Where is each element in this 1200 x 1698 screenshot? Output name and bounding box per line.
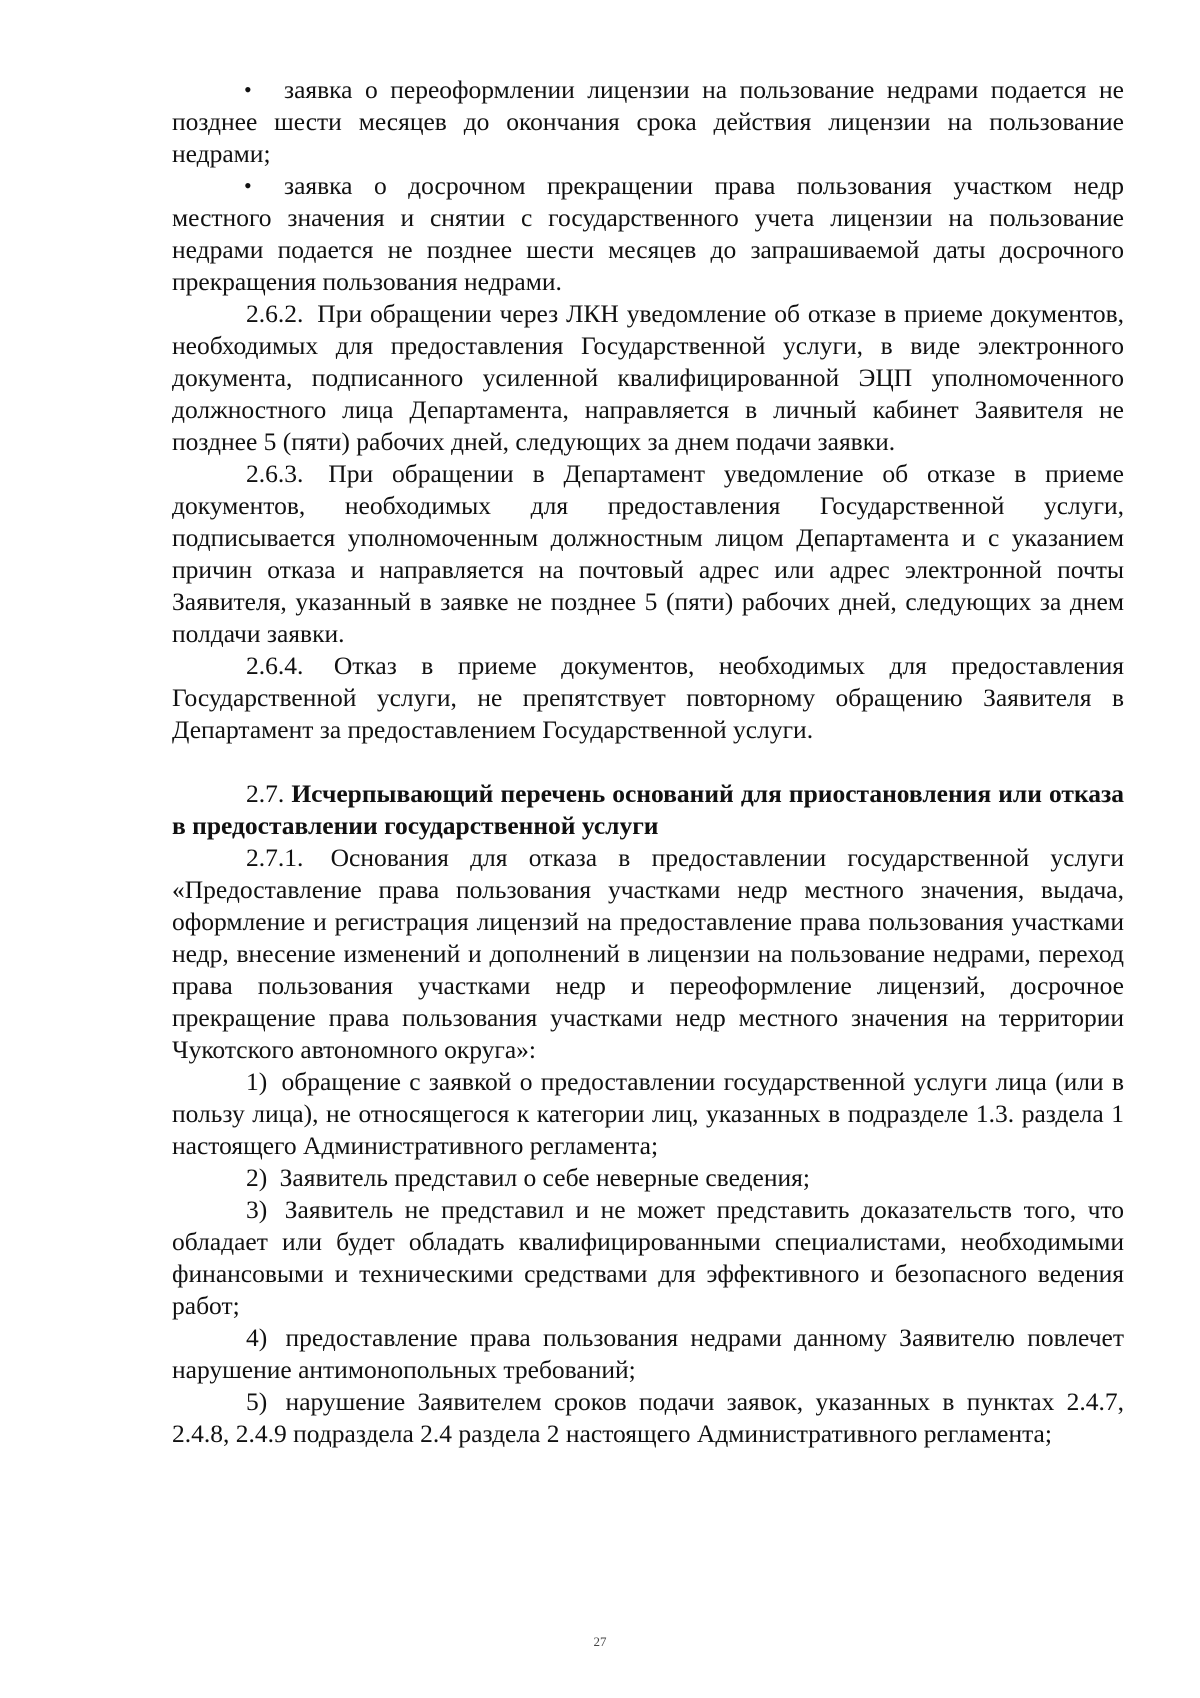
item-number: 2)	[246, 1163, 268, 1192]
clause-number: 2.6.4.	[246, 651, 304, 680]
paragraph-2-7-1	[172, 842, 1124, 1066]
list-item-4	[172, 1322, 1124, 1386]
list-item-1	[172, 1066, 1124, 1162]
item-number: 1)	[246, 1067, 268, 1096]
item-text: Заявитель не представил и не может представить доказательств того, что обладает или будет обладать квалифицированными специалистами, необходимыми финансовыми и техническими средствами для эффективного и безопасного ведения работ;	[172, 1195, 1125, 1320]
item-number: 5)	[246, 1387, 268, 1416]
item-text: обращение с заявкой о предоставлении государственной услуги лица (или в пользу лица), не относящегося к категории лиц, указанных в подразделе 1.3. раздела 1 настоящего Административного регламента;	[172, 1067, 1124, 1160]
item-text: предоставление права пользования недрами данному Заявителю повлечет нарушение антимонопольных требований;	[172, 1323, 1124, 1384]
page-body	[172, 74, 1124, 1450]
section-heading-2-7	[172, 778, 1124, 842]
bullet-text: заявка о досрочном прекращении права пользования участком недр местного значения и снятии с государственного учета лицензии на пользование недрами подается не позднее шести месяцев до запрашиваемой даты досрочного прекращения пользования недрами.	[172, 171, 1124, 296]
clause-text: Основания для отказа в предоставлении государственной услуги «Предоставление права пользования участками недр местного значения, выдача, оформление и регистрация лицензий на предоставление права пользования участками недр, внесение изменений и дополнений в лицензии на пользование недрами, переход права пользования участками недр и переоформление лицензий, досрочное прекращение права пользования участками недр местного значения на территории Чукотского автономного округа»:	[172, 843, 1124, 1064]
clause-text: При обращении через ЛКН уведомление об отказе в приеме документов, необходимых для предоставления Государственной услуги, в виде электронного документа, подписанного усиленной квалифицированной ЭЦП уполномоченного должностного лица Департамента, направляется в личный кабинет Заявителя не позднее 5 (пяти) рабочих дней, следующих за днем подачи заявки.	[172, 299, 1124, 456]
clause-text: При обращении в Департамент уведомление об отказе в приеме документов, необходимых для предоставления Государственной услуги, подписывается уполномоченным должностным лицом Департамента и с указанием причин отказа и направляется на почтовый адрес или адрес электронной почты Заявителя, указанный в заявке не позднее 5 (пяти) рабочих дней, следующих за днем полдачи заявки.	[172, 459, 1124, 648]
bullet-item	[172, 74, 1124, 170]
clause-number: 2.6.2.	[246, 299, 304, 328]
item-text: Заявитель представил о себе неверные сведения;	[279, 1163, 810, 1192]
clause-number: 2.6.3.	[246, 459, 304, 488]
paragraph-2-6-2	[172, 298, 1124, 458]
bullet-icon: •	[244, 173, 252, 198]
item-number: 4)	[246, 1323, 268, 1352]
bullet-icon: •	[244, 77, 252, 102]
item-number: 3)	[246, 1195, 268, 1224]
list-item-3	[172, 1194, 1124, 1322]
paragraph-2-6-4	[172, 650, 1124, 746]
clause-text: Отказ в приеме документов, необходимых для предоставления Государственной услуги, не препятствует повторному обращению Заявителя в Департамент за предоставлением Государственной услуги.	[172, 651, 1124, 744]
item-text: нарушение Заявителем сроков подачи заявок, указанных в пунктах 2.4.7, 2.4.8, 2.4.9 подраздела 2.4 раздела 2 настоящего Административного регламента;	[172, 1387, 1125, 1448]
section-title: Исчерпывающий перечень оснований для приостановления или отказа в предоставлении государственной услуги	[172, 779, 1124, 840]
page-number: 27	[593, 1634, 607, 1649]
clause-number: 2.7.1.	[246, 843, 304, 872]
bullet-text: заявка о переоформлении лицензии на пользование недрами подается не позднее шести месяцев до окончания срока действия лицензии на пользование недрами;	[172, 75, 1124, 168]
section-number: 2.7.	[246, 779, 285, 808]
paragraph-2-6-3	[172, 458, 1124, 650]
list-item-2	[172, 1162, 1124, 1194]
list-item-5	[172, 1386, 1124, 1450]
bullet-item	[172, 170, 1124, 298]
